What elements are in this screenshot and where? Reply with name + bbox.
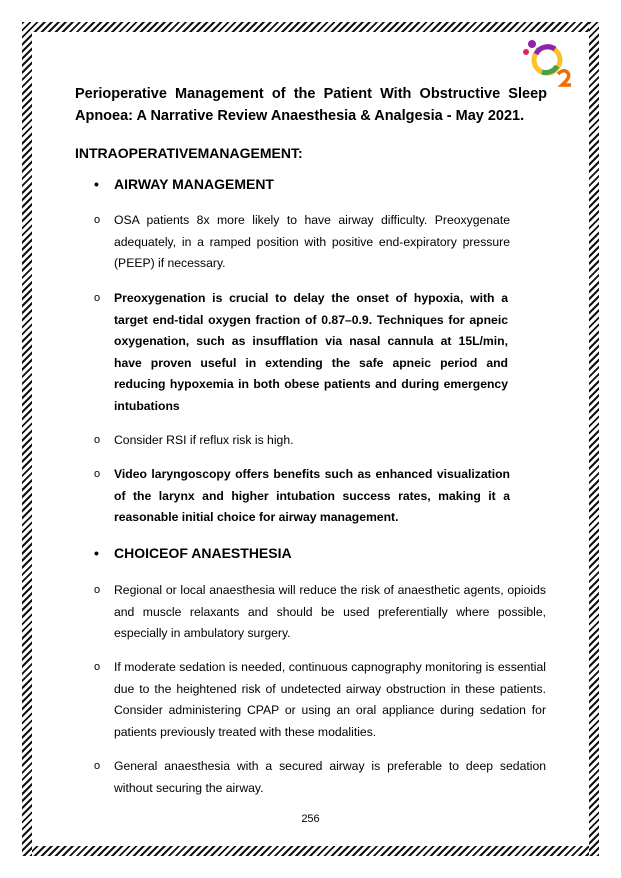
list-item-text: Consider RSI if reflux risk is high. <box>114 433 294 447</box>
sub-bullet-icon: o <box>94 434 101 446</box>
border-bottom <box>22 846 599 856</box>
o2-logo-icon <box>520 36 580 88</box>
anaesthesia-heading-text: CHOICEOF ANAESTHESIA <box>114 545 292 561</box>
sub-bullet-icon: o <box>94 468 101 480</box>
list-item-text: Video laryngoscopy offers benefits such as enhanced visualization of the larynx and higher intubation success rates, making it a reasonable initial choice for airway management. <box>114 467 510 524</box>
page-number: 256 <box>301 813 320 825</box>
sub-bullet-icon: o <box>94 584 101 596</box>
list-item-text: Preoxygenation is crucial to delay the onset of hypoxia, with a target end-tidal oxygen fraction of 0.87–0.9. Techniques for apneic oxygenation, such as insufflation via nasal cannula at 15L/min, have proven useful in extending the safe apneic period and reducing hypoxemia in both obese patients and during emergency intubations <box>114 291 508 413</box>
list-item-text: Regional or local anaesthesia will reduce the risk of anaesthetic agents, opioids and muscle relaxants and should be used preferentially where possible, especially in ambulatory surgery. <box>114 583 546 640</box>
list-item-text: OSA patients 8x more likely to have airway difficulty. Preoxygenate adequately, in a ramped position with positive end-expiratory pressure (PEEP) if necessary. <box>114 213 510 270</box>
list-item-text: If moderate sedation is needed, continuous capnography monitoring is essential due to the heightened risk of undetected airway obstruction in these patients. Consider administering CPAP or using an oral appliance during sedation for patients previously treated with these modalities. <box>114 660 546 739</box>
border-right <box>589 22 599 856</box>
border-left <box>22 22 32 856</box>
bullet-icon: • <box>94 545 99 561</box>
sub-bullet-icon: o <box>94 760 101 772</box>
bullet-icon: • <box>94 176 99 192</box>
section-heading: INTRAOPERATIVEMANAGEMENT: <box>75 145 303 161</box>
sub-bullet-icon: o <box>94 292 101 304</box>
airway-heading-text: AIRWAY MANAGEMENT <box>114 176 274 192</box>
list-item-text: General anaesthesia with a secured airway is preferable to deep sedation without securing the airway. <box>114 759 546 795</box>
sub-bullet-icon: o <box>94 214 101 226</box>
document-title: Perioperative Management of the Patient With Obstructive Sleep Apnoea: A Narrative Review Anaesthesia & Analgesia - May 2021. <box>75 86 547 124</box>
border-top <box>22 22 599 32</box>
sub-bullet-icon: o <box>94 661 101 673</box>
